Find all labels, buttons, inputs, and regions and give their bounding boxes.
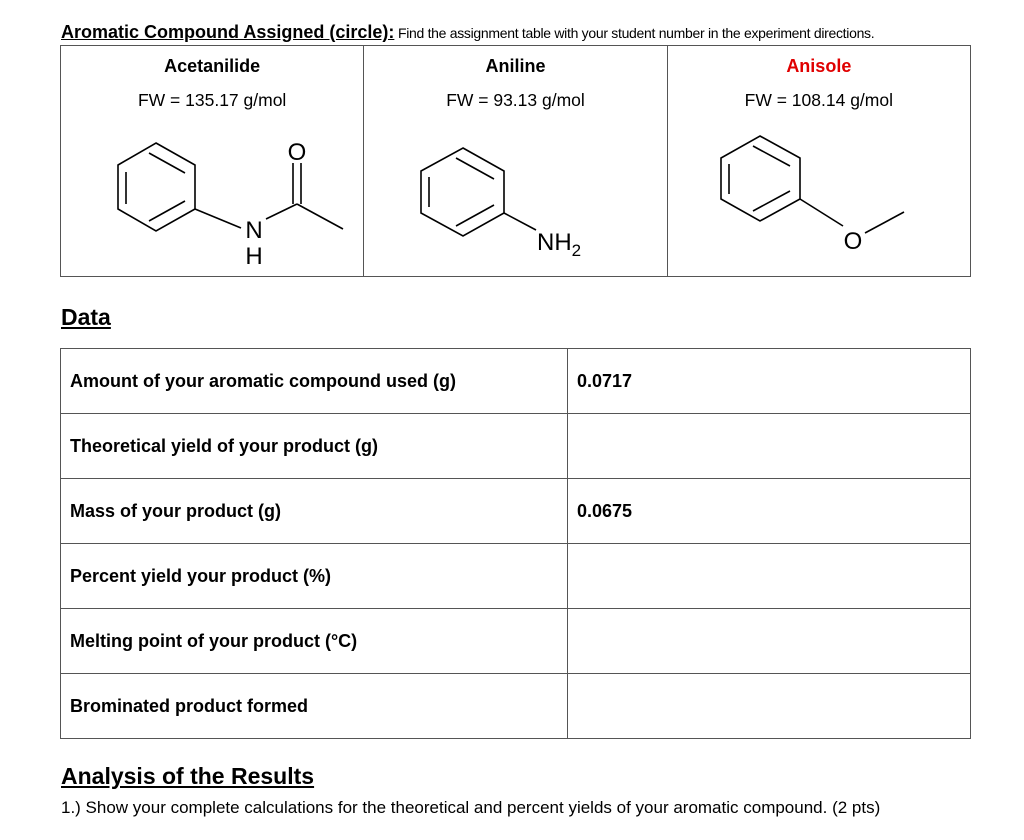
compound-cell-aniline[interactable] [364, 46, 667, 277]
compound-name: Acetanilide [164, 56, 261, 76]
svg-text:NH2 [537, 229, 581, 260]
compound-fw: FW = 108.14 g/mol [744, 90, 893, 110]
amine-subscript: 2 [572, 241, 582, 260]
oxygen-label: O [843, 228, 862, 255]
row-label: Percent yield your product (%) [61, 544, 568, 609]
header-note: Find the assignment table with your student number in the experiment directions. [394, 25, 875, 41]
row-value-input[interactable] [568, 544, 971, 609]
acetanilide-structure [61, 46, 404, 278]
analysis-question-1: 1.) Show your complete calculations for the theoretical and percent yields of your aromatic compound. (2 pts) [61, 798, 881, 817]
table-row [61, 544, 971, 609]
table-row [61, 674, 971, 739]
row-label: Amount of your aromatic compound used (g) [61, 349, 568, 414]
row-value-input[interactable] [568, 414, 971, 479]
header-title: Aromatic Compound Assigned (circle): [61, 22, 395, 42]
row-label: Melting point of your product (°C) [61, 609, 568, 674]
compound-cell-acetanilide[interactable] [61, 46, 364, 277]
table-row [61, 414, 971, 479]
row-label: Brominated product formed [61, 674, 568, 739]
compound-fw: FW = 93.13 g/mol [446, 90, 585, 110]
row-value-input[interactable]: 0.0717 [568, 349, 971, 414]
analysis-section-title: Analysis of the Results [61, 763, 315, 789]
table-row [61, 609, 971, 674]
row-value-input[interactable]: 0.0675 [568, 479, 971, 544]
amine-label: NH [537, 229, 572, 256]
compound-name: Anisole [786, 56, 852, 76]
oxygen-label: O [287, 139, 307, 166]
hydrogen-label: H [245, 243, 263, 270]
assignment-header [61, 22, 981, 43]
compound-table [60, 45, 971, 277]
compound-fw: FW = 135.17 g/mol [137, 90, 287, 110]
data-table [60, 348, 971, 739]
aniline-structure [364, 46, 648, 278]
row-label: Mass of your product (g) [61, 479, 568, 544]
table-row [61, 349, 971, 414]
compound-name: Aniline [485, 56, 546, 76]
row-label: Theoretical yield of your product (g) [61, 414, 568, 479]
row-value-input[interactable] [568, 674, 971, 739]
table-row [61, 479, 971, 544]
nitrogen-label: N [245, 217, 263, 244]
data-section-title: Data [61, 304, 111, 330]
compound-cell-anisole[interactable] [667, 46, 970, 277]
row-value-input[interactable] [568, 609, 971, 674]
anisole-structure [668, 46, 950, 278]
